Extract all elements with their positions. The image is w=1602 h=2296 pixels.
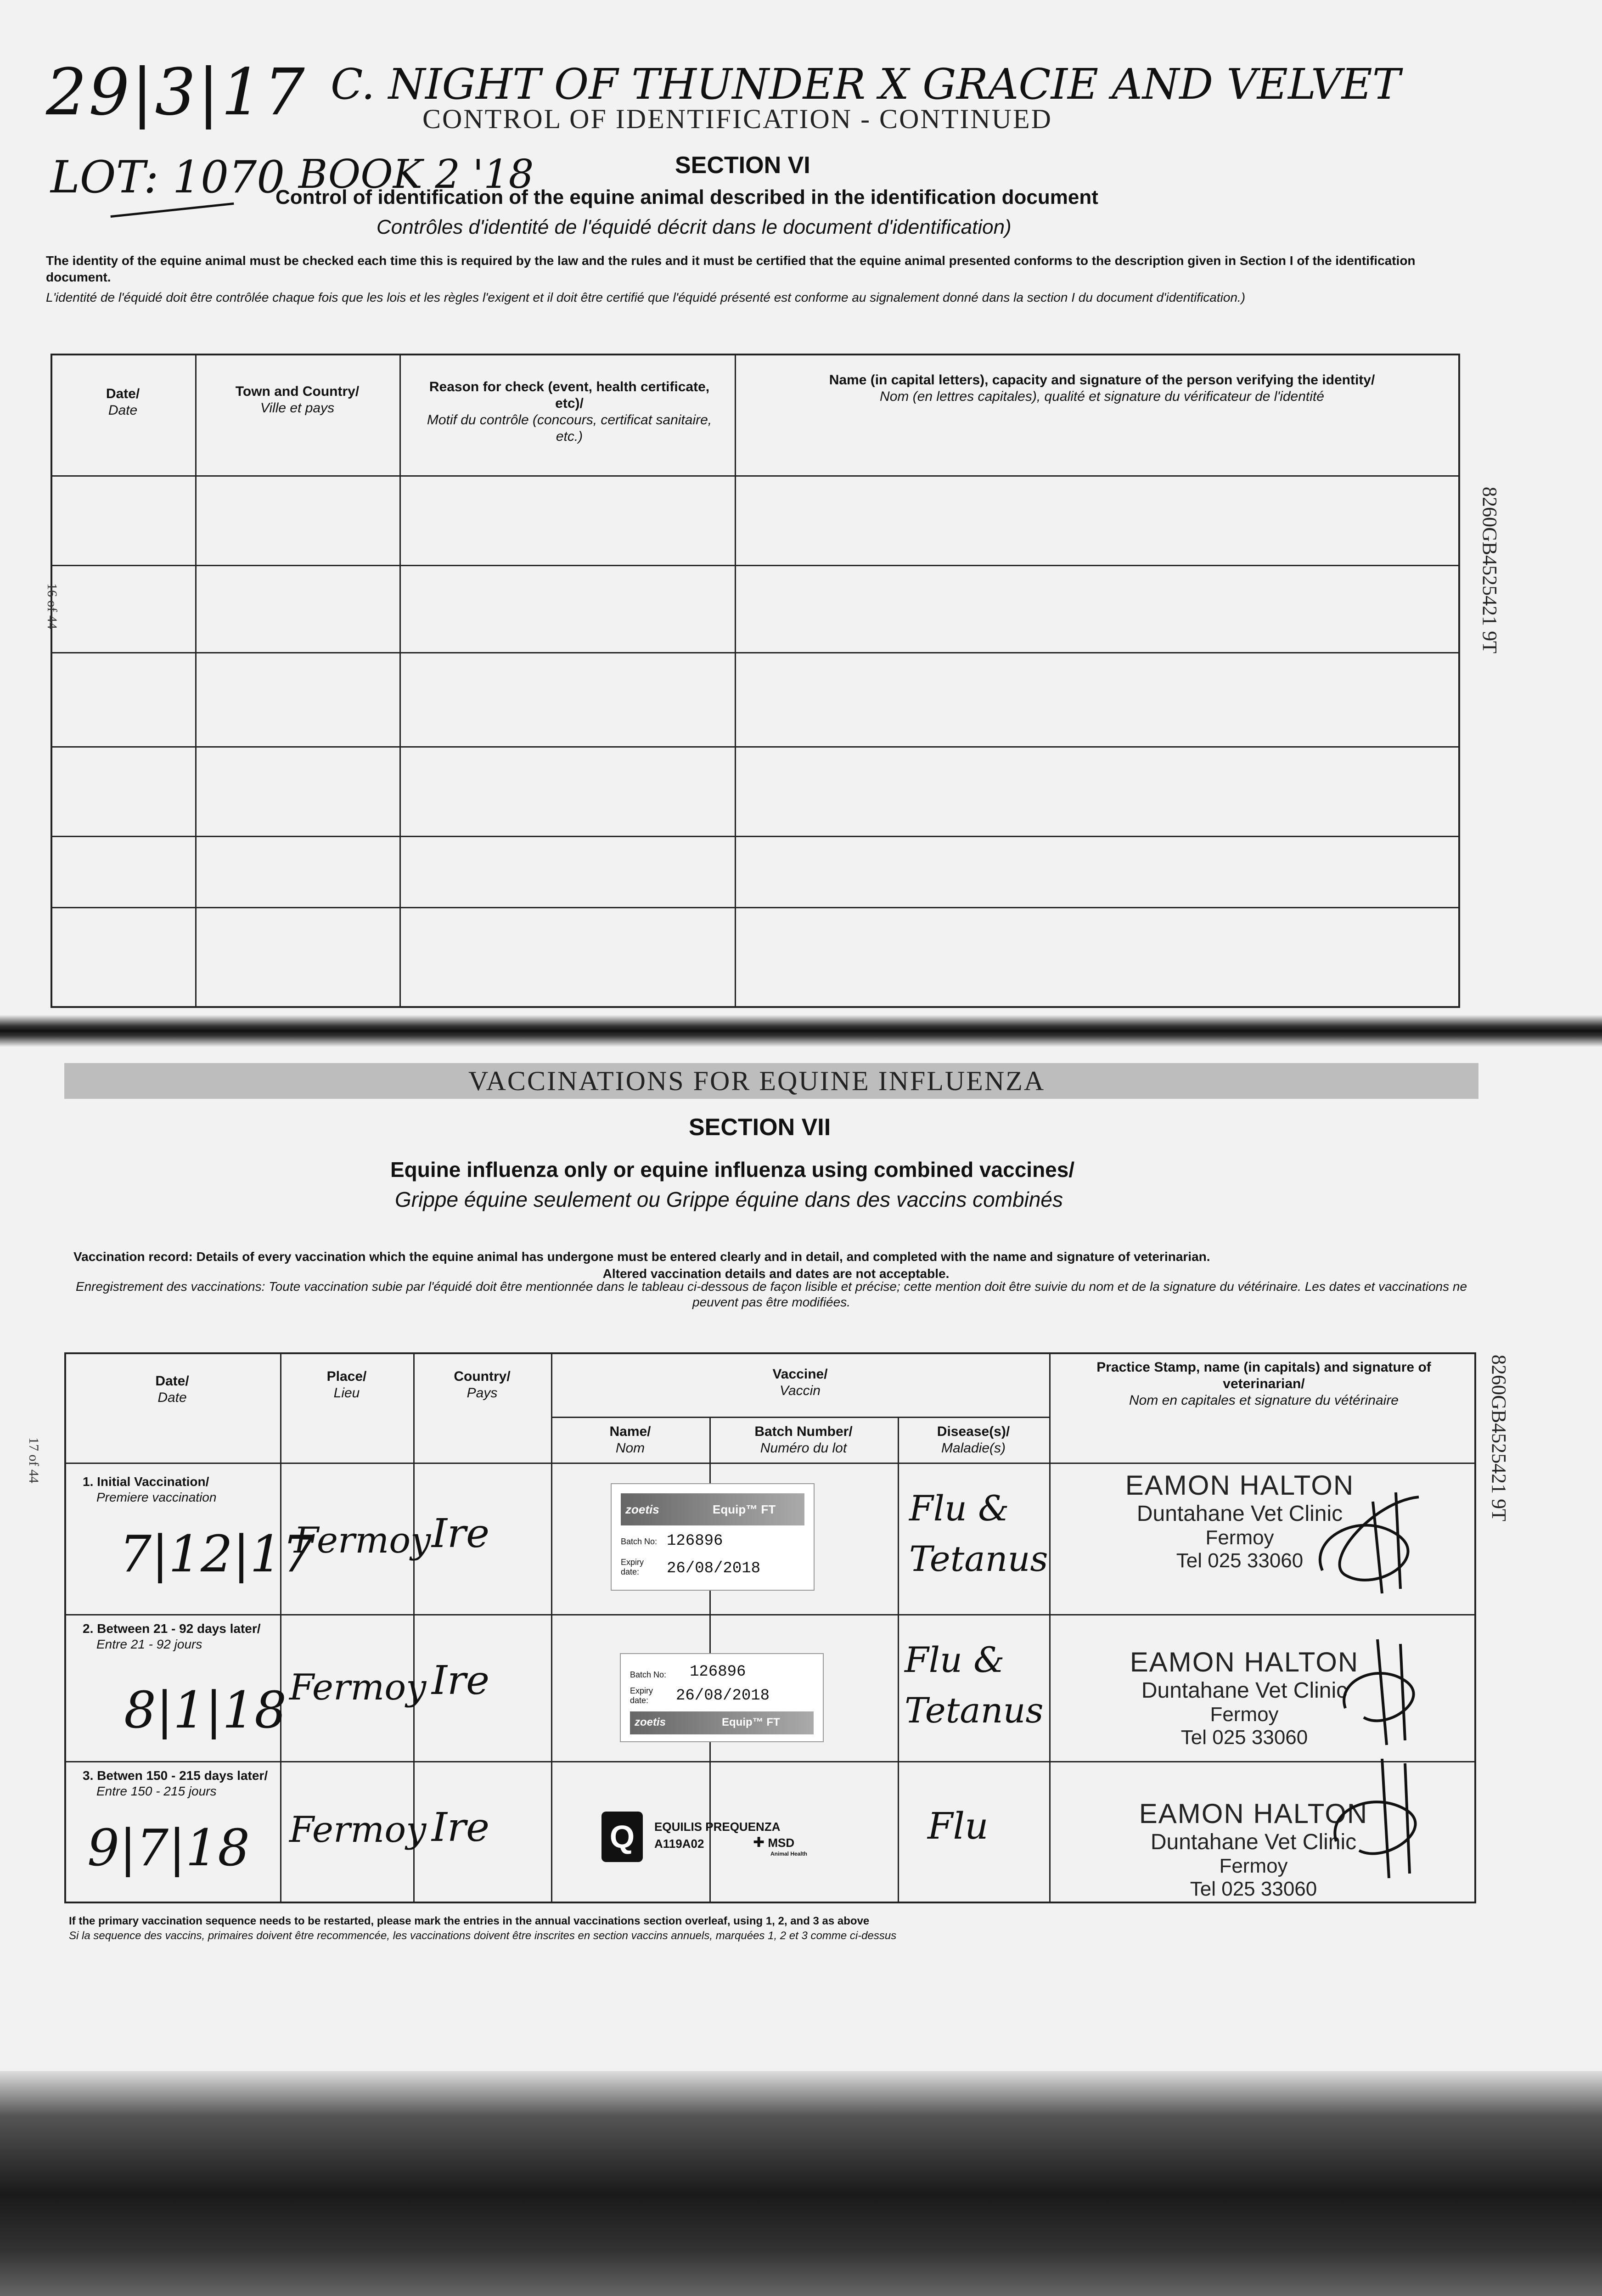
grid-line bbox=[399, 354, 401, 1008]
row2-date: 8|1|18 bbox=[124, 1681, 287, 1739]
row1-product: Equip™ FT bbox=[713, 1503, 776, 1516]
row2-expiry: 26/08/2018 bbox=[676, 1687, 770, 1705]
restart-note-fr: Si la sequence des vaccins, primaires doivent être recommencée, les vaccinations doivent être inscrites en section vaccins annuels, marquées 1, 2 et 3 comme ci-dessus bbox=[69, 1930, 897, 1942]
grid-line bbox=[64, 1761, 1476, 1762]
row1-vet-name: EAMON HALTON bbox=[1125, 1470, 1355, 1501]
row2-label-fr: Entre 21 - 92 jours bbox=[96, 1637, 202, 1651]
grid-line bbox=[1049, 1352, 1051, 1903]
handwritten-date: 29|3|17 bbox=[46, 55, 307, 130]
row3-vaccine-code: A119A02 bbox=[654, 1837, 704, 1851]
row2-country: Ire bbox=[432, 1658, 489, 1704]
row3-label-fr: Entre 150 - 215 jours bbox=[96, 1784, 217, 1798]
row2-vaccine-strip bbox=[630, 1711, 814, 1734]
row2-label-en: 2. Between 21 - 92 days later/ bbox=[83, 1621, 261, 1636]
col-date-en: Date/ bbox=[106, 386, 140, 401]
row1-vet-tel: Tel 025 33060 bbox=[1176, 1549, 1304, 1572]
vcol-name-en: Name/ bbox=[609, 1424, 651, 1439]
row1-label-en: 1. Initial Vaccination/ bbox=[83, 1474, 209, 1489]
row1-place: Fermoy bbox=[294, 1520, 431, 1561]
row1-disease: Flu & Tetanus bbox=[909, 1488, 1048, 1579]
row1-vet-signature bbox=[1304, 1483, 1456, 1603]
row2-disease: Flu & Tetanus bbox=[905, 1639, 1044, 1731]
row1-date: 7|12|17 bbox=[119, 1525, 315, 1583]
section7-header: VACCINATIONS FOR EQUINE INFLUENZA bbox=[468, 1066, 1046, 1096]
vcol-disease-fr: Maladie(s) bbox=[941, 1441, 1006, 1456]
row2-vaccine-label bbox=[620, 1653, 824, 1742]
row2-vet-name: EAMON HALTON bbox=[1130, 1647, 1359, 1677]
vcol-stamp-en: Practice Stamp, name (in capitals) and signature of veterinarian/ bbox=[1096, 1360, 1431, 1391]
section6-title-en: Control of identification of the equine animal described in the identification document bbox=[275, 186, 1098, 208]
row2-product: Equip™ FT bbox=[722, 1716, 780, 1728]
identification-check-table bbox=[51, 354, 1460, 1008]
col-verifier-fr: Nom (en lettres capitales), qualité et signature du vérificateur de l'identité bbox=[880, 389, 1324, 404]
vcol-vaccine-en: Vaccine/ bbox=[772, 1367, 828, 1382]
grid-line bbox=[195, 354, 197, 1008]
vcol-header-stamp bbox=[1056, 1359, 1472, 1409]
section6-instructions-en: The identity of the equine animal must be checked each time this is required by the law and the rules and it must be certified that the equine animal presented conforms to the description given in Section I of the identification document. bbox=[46, 253, 1416, 284]
vcol-country-fr: Pays bbox=[467, 1385, 498, 1401]
row3-country: Ire bbox=[432, 1805, 489, 1851]
vcol-batch-en: Batch Number/ bbox=[754, 1424, 853, 1439]
grid-line bbox=[898, 1417, 899, 1903]
col-date-fr: Date bbox=[108, 403, 138, 418]
row3-disease: Flu bbox=[927, 1805, 989, 1847]
col-header-reason bbox=[413, 379, 725, 445]
lot-underline bbox=[110, 203, 234, 218]
vcol-place-en: Place/ bbox=[326, 1369, 367, 1384]
row1-vet-clinic: Duntahane Vet Clinic bbox=[1136, 1502, 1343, 1526]
section6-title: SECTION VI bbox=[675, 152, 810, 179]
passport-number-top: 8260GB4525421 9T bbox=[1478, 487, 1501, 653]
row1-label-fr: Premiere vaccination bbox=[96, 1490, 217, 1504]
grid-line bbox=[51, 652, 1460, 653]
col-town-en: Town and Country/ bbox=[235, 384, 360, 399]
col-header-town bbox=[197, 383, 397, 416]
row2-vet-clinic: Duntahane Vet Clinic bbox=[1141, 1678, 1348, 1703]
row2-vet-tel: Tel 025 33060 bbox=[1180, 1726, 1308, 1749]
grid-line bbox=[735, 354, 736, 1008]
msd-cross-icon: ✚ bbox=[753, 1835, 765, 1850]
grid-line bbox=[64, 1463, 1476, 1464]
vcol-date-en: Date/ bbox=[155, 1373, 189, 1389]
vcol-disease-en: Disease(s)/ bbox=[937, 1424, 1010, 1439]
section6-instructions-fr: L'identité de l'équidé doit être contrôlée chaque fois que les lois et les règles l'exigent et il doit être certifié que l'équidé présenté est conforme au signalement donné dans la section I du document d'identification.) bbox=[46, 290, 1246, 304]
col-reason-en: Reason for check (event, health certificate, etc)/ bbox=[429, 379, 710, 411]
vcol-header-place bbox=[282, 1368, 411, 1401]
row1-vaccine-strip bbox=[621, 1493, 804, 1525]
vcol-header-name bbox=[553, 1424, 707, 1457]
row3-maker-sub: Animal Health bbox=[770, 1851, 808, 1857]
row3-vet-tel: Tel 025 33060 bbox=[1190, 1878, 1317, 1900]
row1-vaccine-label bbox=[611, 1483, 815, 1591]
vcol-date-fr: Date bbox=[157, 1390, 187, 1405]
col-town-fr: Ville et pays bbox=[260, 400, 335, 416]
row2-place: Fermoy bbox=[289, 1667, 427, 1708]
vaccination-record-en: Vaccination record: Details of every vaccination which the equine animal has undergone must be entered clearly and in detail, and completed with the name and signature of veterinarian. bbox=[73, 1249, 1210, 1264]
vcol-header-date bbox=[67, 1373, 278, 1406]
vcol-batch-fr: Numéro du lot bbox=[760, 1441, 847, 1456]
vaccination-row-3-label bbox=[83, 1768, 275, 1799]
row3-vet-name: EAMON HALTON bbox=[1139, 1798, 1368, 1829]
grid-line bbox=[551, 1417, 1049, 1418]
grid-line bbox=[51, 746, 1460, 748]
vcol-vaccine-fr: Vaccin bbox=[780, 1383, 821, 1398]
section7-subtitle-fr: Grippe équine seulement ou Grippe équine dans des vaccins combinés bbox=[395, 1187, 1063, 1211]
row2-vet-signature bbox=[1332, 1630, 1442, 1750]
row1-batch: 126896 bbox=[667, 1532, 723, 1550]
scan-shadow bbox=[0, 2071, 1602, 2296]
page-number-top: 16 of 44 bbox=[45, 583, 60, 629]
row3-place: Fermoy bbox=[289, 1809, 427, 1851]
row2-brand: zoetis bbox=[635, 1716, 666, 1728]
grid-line bbox=[64, 1614, 1476, 1615]
grid-line bbox=[51, 565, 1460, 566]
row3-vet-signature bbox=[1322, 1754, 1451, 1883]
grid-line bbox=[51, 475, 1460, 477]
handwritten-book: BOOK 2 '18 bbox=[298, 152, 534, 197]
passport-number-bottom: 8260GB4525421 9T bbox=[1488, 1355, 1510, 1521]
vcol-name-fr: Nom bbox=[615, 1441, 645, 1456]
handwritten-lot: LOT: 1070 bbox=[51, 152, 285, 203]
vaccination-row-2-label bbox=[83, 1621, 275, 1652]
row3-vet-clinic: Duntahane Vet Clinic bbox=[1150, 1830, 1357, 1854]
section7-subtitle-en: Equine influenza only or equine influenza using combined vaccines/ bbox=[390, 1158, 1075, 1182]
row3-vaccine-name: EQUILIS PREQUENZA bbox=[654, 1820, 781, 1834]
vaccination-record-fr: Enregistrement des vaccinations: Toute vaccination subie par l'équidé doit être mentionnée dans le tableau ci-dessous de façon lisible et précise; cette mention doit être suivie du nom et de la signature du vétérinaire. Les dates et vaccinations ne peuvent pas être modifiées. bbox=[75, 1279, 1467, 1309]
row3-label-en: 3. Betwen 150 - 215 days later/ bbox=[83, 1768, 268, 1783]
row1-batch-label: Batch No: bbox=[621, 1537, 658, 1546]
handwritten-horse: C. NIGHT OF THUNDER X GRACIE AND VELVET bbox=[331, 60, 1401, 109]
row2-batch-label: Batch No: bbox=[630, 1670, 667, 1679]
restart-note-en: If the primary vaccination sequence needs to be restarted, please mark the entries in the annual vaccinations section overleaf, using 1, 2, and 3 as above bbox=[69, 1915, 870, 1927]
row3-vet-town: Fermoy bbox=[1219, 1855, 1288, 1877]
row3-q-logo: Q bbox=[601, 1812, 643, 1862]
row3-vaccine-label bbox=[601, 1812, 840, 1867]
vcol-country-en: Country/ bbox=[454, 1369, 511, 1384]
col-header-verifier bbox=[753, 372, 1451, 405]
grid-line bbox=[280, 1352, 281, 1903]
vaccination-record-en2: Altered vaccination details and dates are not acceptable. bbox=[602, 1266, 950, 1281]
row2-vet-town: Fermoy bbox=[1210, 1703, 1279, 1726]
page-number-bottom: 17 of 44 bbox=[26, 1437, 41, 1483]
vcol-header-disease bbox=[900, 1424, 1047, 1457]
grid-line bbox=[51, 907, 1460, 908]
row3-maker-name: MSD bbox=[768, 1836, 795, 1850]
col-header-date bbox=[53, 386, 193, 419]
vcol-header-country bbox=[416, 1368, 549, 1401]
row1-expiry: 26/08/2018 bbox=[667, 1560, 761, 1577]
section7-title: SECTION VII bbox=[689, 1114, 831, 1141]
vcol-header-batch bbox=[712, 1424, 895, 1457]
col-reason-fr: Motif du contrôle (concours, certificat sanitaire, etc.) bbox=[427, 412, 712, 444]
vcol-header-vaccine bbox=[553, 1366, 1047, 1399]
grid-line bbox=[551, 1352, 552, 1903]
row2-expiry-label: Expiry date: bbox=[630, 1686, 653, 1705]
col-verifier-en: Name (in capital letters), capacity and signature of the person verifying the identity/ bbox=[829, 372, 1375, 388]
row1-vet-town: Fermoy bbox=[1205, 1526, 1274, 1549]
row1-country: Ire bbox=[432, 1511, 489, 1557]
row2-batch: 126896 bbox=[690, 1663, 746, 1681]
section6-header: CONTROL OF IDENTIFICATION - CONTINUED bbox=[422, 104, 1052, 134]
section6-title-fr: Contrôles d'identité de l'équidé décrit dans le document d'identification) bbox=[377, 216, 1012, 238]
row1-brand: zoetis bbox=[625, 1503, 659, 1516]
row3-maker bbox=[753, 1835, 807, 1857]
vaccination-row-1-label bbox=[83, 1474, 275, 1505]
vcol-place-fr: Lieu bbox=[333, 1385, 360, 1401]
grid-line bbox=[51, 836, 1460, 837]
row3-date: 9|7|18 bbox=[87, 1818, 250, 1877]
vcol-stamp-fr: Nom en capitales et signature du vétérinaire bbox=[1129, 1393, 1399, 1408]
page-fold bbox=[0, 1015, 1602, 1047]
row1-expiry-label: Expiry date: bbox=[621, 1558, 644, 1576]
